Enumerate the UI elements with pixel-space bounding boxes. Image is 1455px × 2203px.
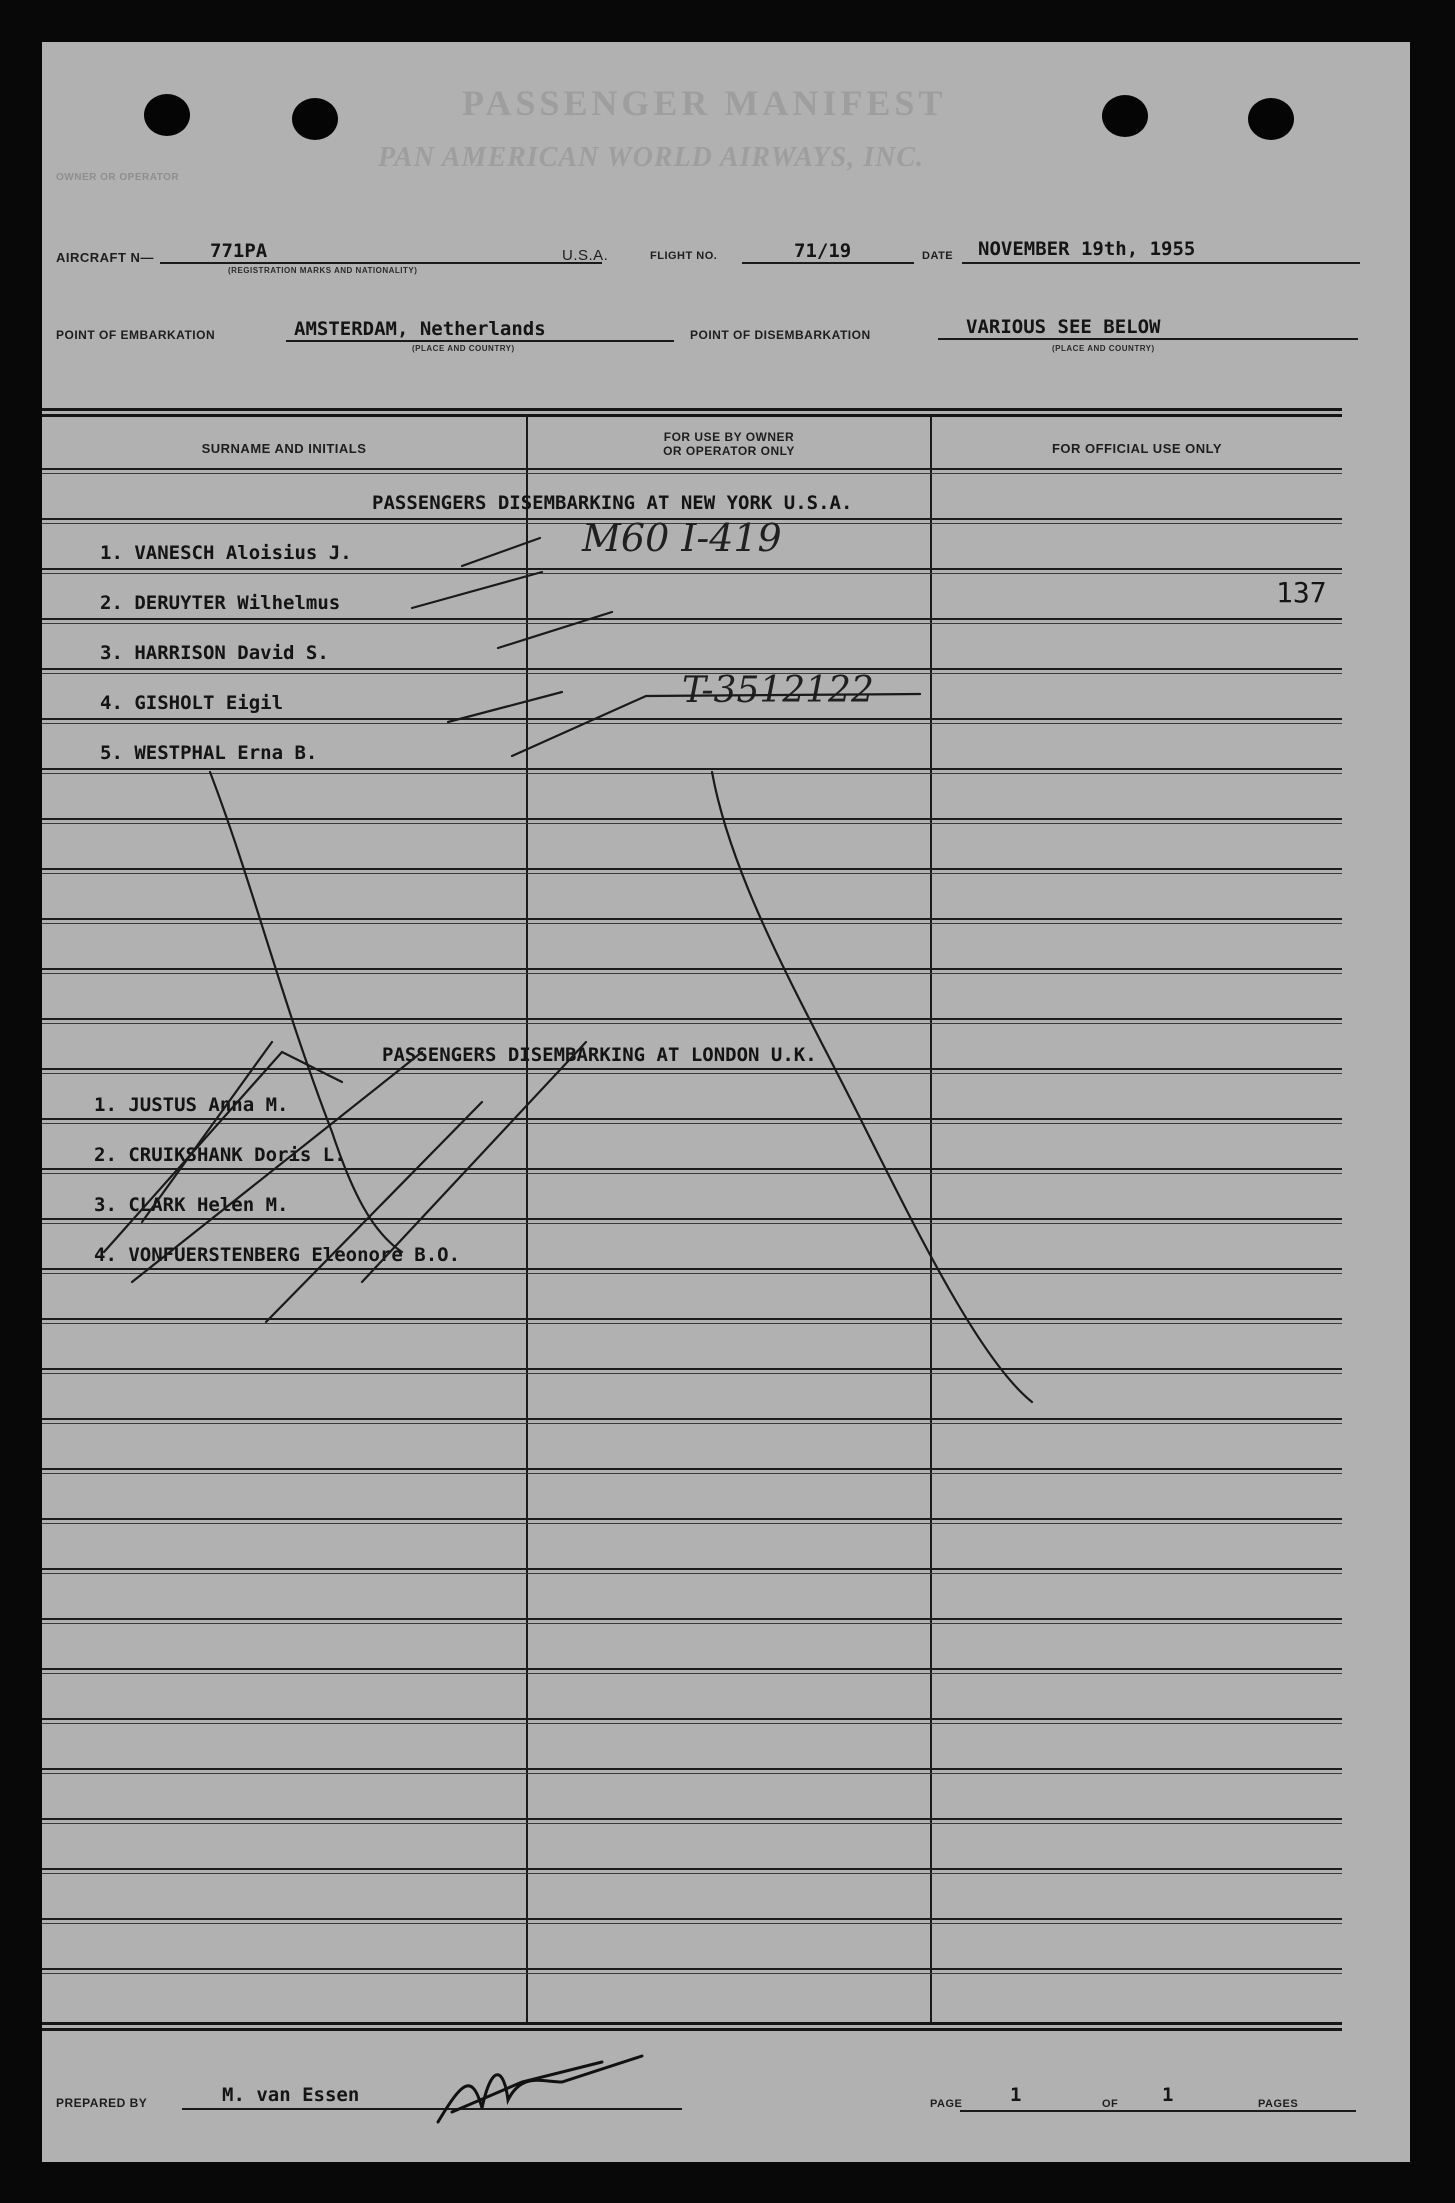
aircraft-label: AIRCRAFT N— xyxy=(56,250,154,265)
form-title: PASSENGER MANIFEST xyxy=(462,83,947,123)
handwritten-note-2: T-3512122 xyxy=(682,670,874,711)
section-heading-london: PASSENGERS DISEMBARKING AT LONDON U.K. xyxy=(382,1044,817,1066)
registration-note: (REGISTRATION MARKS AND NATIONALITY) xyxy=(228,266,418,275)
list-item: 1. VANESCH Aloisius J. xyxy=(100,542,352,564)
section-heading-new-york: PASSENGERS DISEMBARKING AT NEW YORK U.S.A. xyxy=(372,492,853,514)
prepared-by-label: PREPARED BY xyxy=(56,2096,148,2110)
flight-value: 71/19 xyxy=(794,240,852,262)
place-note: (PLACE AND COUNTRY) xyxy=(412,344,515,353)
list-item: 2. CRUIKSHANK Doris L. xyxy=(94,1144,346,1166)
usa-label: U.S.A. xyxy=(562,247,609,264)
disembarkation-label: POINT OF DISEMBARKATION xyxy=(690,328,871,342)
page-label: PAGE xyxy=(930,2098,963,2110)
owner-use-column-header-1: FOR USE BY OWNER xyxy=(663,430,795,444)
list-item: 1. JUSTUS Anna M. xyxy=(94,1094,289,1116)
disembarkation-value: VARIOUS SEE BELOW xyxy=(966,316,1161,338)
flight-label: FLIGHT NO. xyxy=(650,250,718,262)
signature xyxy=(42,42,1410,2162)
date-value: NOVEMBER 19th, 1955 xyxy=(978,238,1196,260)
page-number: 1 xyxy=(1010,2084,1022,2106)
official-column-header: FOR OFFICIAL USE ONLY xyxy=(1051,441,1223,456)
list-item: 2. DERUYTER Wilhelmus xyxy=(100,592,341,614)
list-item: 4. VONFUERSTENBERG Eleonore B.O. xyxy=(94,1244,461,1266)
manifest-sheet xyxy=(42,42,1410,2162)
place-note-2: (PLACE AND COUNTRY) xyxy=(1052,344,1155,353)
handwritten-note-1: M60 I-419 xyxy=(582,516,782,560)
prepared-by-value: M. van Essen xyxy=(222,2084,360,2106)
owner-use-column-header-2: OR OPERATOR ONLY xyxy=(663,444,795,458)
list-item: 3. HARRISON David S. xyxy=(100,642,329,664)
aircraft-value: 771PA xyxy=(210,240,268,262)
owner-label: OWNER OR OPERATOR xyxy=(56,172,180,183)
list-item: 3. CLARK Helen M. xyxy=(94,1194,289,1216)
date-label: DATE xyxy=(922,250,954,262)
of-label: OF xyxy=(1102,2098,1119,2110)
list-item: 5. WESTPHAL Erna B. xyxy=(100,742,318,764)
embarkation-label: POINT OF EMBARKATION xyxy=(56,328,216,342)
pages-label: PAGES xyxy=(1258,2098,1299,2110)
list-item: 4. GISHOLT Eigil xyxy=(100,692,284,714)
embarkation-value: AMSTERDAM, Netherlands xyxy=(294,318,546,340)
company-name: PAN AMERICAN WORLD AIRWAYS, INC. xyxy=(378,142,925,173)
stamp-number: 137 xyxy=(1276,576,1327,609)
total-pages: 1 xyxy=(1162,2084,1174,2106)
surname-column-header: SURNAME AND INITIALS xyxy=(201,441,367,456)
